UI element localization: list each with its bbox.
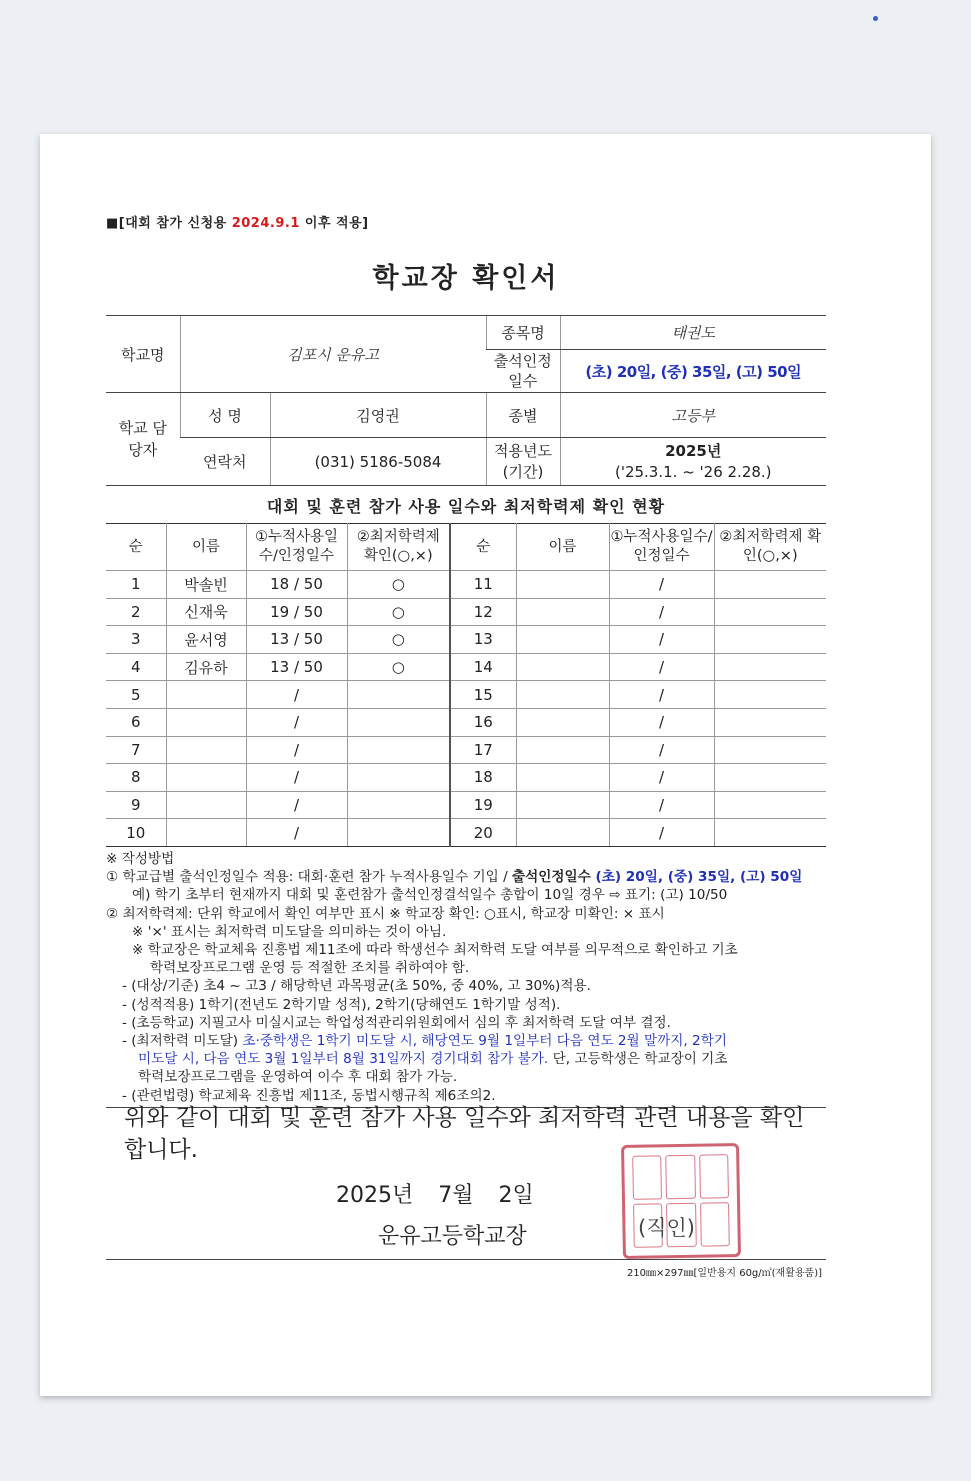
guide-line-4: ※ '×' 표시는 최저학력 미도달을 의미하는 것이 아님.: [132, 923, 447, 940]
header-check: ②최저학력제 확인(○,×): [347, 524, 450, 571]
row-check: [347, 681, 450, 709]
row-check-right: [714, 708, 826, 736]
row-days-right: /: [609, 791, 714, 819]
row-num-right: 18: [450, 764, 516, 792]
school-value: 김포시 운유고: [180, 316, 486, 393]
row-num: 8: [106, 764, 166, 792]
row-check-right: [714, 626, 826, 654]
roster-title: 대회 및 훈련 참가 사용 일수와 최저학력제 확인 현황: [266, 497, 666, 516]
table-row: [106, 653, 826, 681]
row-check: ○: [347, 626, 450, 654]
seal-glyph: [700, 1202, 730, 1247]
row-name: [166, 708, 246, 736]
division-label: 종별: [486, 393, 560, 438]
guide-line-3: ② 최저학력제: 단위 학교에서 확인 여부만 표시 ※ 학교장 확인: ○표시, 학교장 미확인: × 표시: [106, 905, 665, 922]
row-num-right: 12: [450, 598, 516, 626]
header-num-right: 순: [450, 524, 516, 571]
table-row: [106, 626, 826, 654]
row-days: /: [246, 819, 347, 847]
paper-spec: 210㎜×297㎜[일반용지 60g/㎡(재활용품)]: [626, 1268, 822, 1279]
row-name-right: [516, 653, 609, 681]
row-num-right: 20: [450, 819, 516, 847]
manager-label: 학교 담당자: [106, 393, 180, 486]
table-row: [106, 791, 826, 819]
guide-line-10: [106, 1032, 826, 1050]
row-num: 5: [106, 681, 166, 709]
row-name: [166, 681, 246, 709]
guide-heading: ※ 작성방법: [106, 851, 175, 867]
guide-line-7: - (대상/기준) 초4 ~ 고3 / 해당학년 과목평균(초 50%, 중 40%, 고 30%)적용.: [122, 978, 591, 995]
guide-line-11b: 단, 고등학생은 학교장이 기초: [548, 1051, 728, 1068]
sport-label: 종목명: [486, 316, 560, 350]
issue-date: 2025년 7월 2일: [336, 1183, 534, 1208]
row-days-right: /: [609, 764, 714, 792]
row-days: 13 / 50: [246, 626, 347, 654]
guide-line-1: [106, 868, 826, 886]
row-name-right: [516, 626, 609, 654]
seal-glyph: [632, 1155, 662, 1200]
guide-line-2: 예) 학기 초부터 현재까지 대회 및 훈련참가 출석인정결석일수 총합이 10일 경우 ⇨ 표기: (고) 10/50: [132, 887, 728, 904]
application-notice: [106, 212, 369, 231]
row-num: 9: [106, 791, 166, 819]
school-info-table: [106, 315, 826, 486]
table-row: [106, 736, 826, 764]
principal-name: 운유고등학교장: [378, 1224, 527, 1249]
guide-line-11: [106, 1050, 826, 1068]
row-check: [347, 708, 450, 736]
row-days-right: /: [609, 653, 714, 681]
guide-line-11a: 미도달 시, 다음 연도 3월 1일부터 8월 31일까지 경기대회 참가 불가.: [138, 1051, 549, 1068]
attendance-value: (초) 20일, (중) 35일, (고) 50일: [560, 350, 826, 393]
roster-table: [106, 523, 826, 847]
row-days-right: /: [609, 681, 714, 709]
row-num: 10: [106, 819, 166, 847]
name-value: 김영권: [270, 393, 486, 438]
row-name: 윤서영: [166, 626, 246, 654]
header-days: ①누적사용일수/인정일수: [246, 524, 347, 571]
row-num: 3: [106, 626, 166, 654]
guide-line-10b: 초·중학생은 1학기 미도달 시, 해당연도 9월 1일부터 다음 연도 2월 말까지, 2학기: [242, 1033, 727, 1050]
row-name: 김유하: [166, 653, 246, 681]
guide-line-8: - (성적적용) 1학기(전년도 2학기말 성적), 2학기(당해연도 1학기말 성적).: [122, 996, 561, 1013]
row-name: [166, 736, 246, 764]
row-num-right: 13: [450, 626, 516, 654]
footer-divider: [106, 1259, 826, 1260]
table-row: [106, 681, 826, 709]
name-label: 성 명: [180, 393, 270, 438]
row-name-right: [516, 791, 609, 819]
row-check: ○: [347, 653, 450, 681]
row-name: [166, 764, 246, 792]
row-num: 2: [106, 598, 166, 626]
row-name: [166, 819, 246, 847]
contact-label: 연락처: [180, 438, 270, 486]
row-days-right: /: [609, 736, 714, 764]
row-name-right: [516, 736, 609, 764]
division-value: 고등부: [560, 393, 826, 438]
year-label: 적용년도 (기간): [486, 438, 560, 486]
row-name-right: [516, 598, 609, 626]
row-days: /: [246, 708, 347, 736]
row-check: [347, 764, 450, 792]
row-name-right: [516, 681, 609, 709]
row-num-right: 14: [450, 653, 516, 681]
guide-line-9: - (초등학교) 지필고사 미실시교는 학업성적관리위원회에서 심의 후 최저학력 도달 여부 결정.: [122, 1014, 671, 1031]
notice-date: 2024.9.1: [231, 216, 300, 231]
row-days-right: /: [609, 708, 714, 736]
document-page: [40, 134, 931, 1396]
status-dot: [873, 16, 878, 21]
table-row: [106, 708, 826, 736]
seal-glyph: [699, 1154, 729, 1199]
row-days: 18 / 50: [246, 571, 347, 599]
school-label: 학교명: [106, 316, 180, 393]
contact-value: (031) 5186-5084: [270, 438, 486, 486]
row-days: /: [246, 736, 347, 764]
notice-suffix: 이후 적용]: [304, 216, 369, 231]
row-num: 7: [106, 736, 166, 764]
guide-line-12: 학력보장프로그램을 운영하여 이수 후 대회 참가 가능.: [138, 1069, 458, 1086]
row-name-right: [516, 764, 609, 792]
notice-prefix: ■[대회 참가 신청용: [106, 216, 227, 231]
header-num: 순: [106, 524, 166, 571]
row-name-right: [516, 571, 609, 599]
year-cell: [560, 438, 826, 486]
header-check-right: ②최저학력제 확인(○,×): [714, 524, 826, 571]
row-check: ○: [347, 571, 450, 599]
period-value: ('25.3.1. ~ '26 2.28.): [614, 462, 772, 481]
row-num: 1: [106, 571, 166, 599]
row-days-right: /: [609, 626, 714, 654]
row-name-right: [516, 819, 609, 847]
row-num-right: 16: [450, 708, 516, 736]
header-name-right: 이름: [516, 524, 609, 571]
table-row: [106, 764, 826, 792]
year-value: 2025년: [665, 441, 722, 460]
row-check-right: [714, 571, 826, 599]
row-num-right: 17: [450, 736, 516, 764]
row-days: 13 / 50: [246, 653, 347, 681]
row-days-right: /: [609, 571, 714, 599]
guide-line-1a: ① 학교급별 출석인정일수 적용: 대회·훈련 참가 누적사용일수 기입 /: [106, 869, 512, 886]
row-num: 6: [106, 708, 166, 736]
guide-line-6: 학력보장프로그램 운영 등 적절한 조치를 취하여야 함.: [150, 960, 470, 977]
row-check: [347, 819, 450, 847]
seal-glyph: [666, 1155, 696, 1200]
row-num: 4: [106, 653, 166, 681]
guide-line-13: - (관련법령) 학교체육 진흥법 제11조, 동법시행규칙 제6조의2.: [122, 1087, 496, 1104]
header-days-right: ①누적사용일수/인정일수: [609, 524, 714, 571]
row-check-right: [714, 764, 826, 792]
row-name: [166, 791, 246, 819]
row-days: 19 / 50: [246, 598, 347, 626]
writing-guide: [106, 850, 826, 1108]
row-check-right: [714, 791, 826, 819]
header-name: 이름: [166, 524, 246, 571]
row-days: /: [246, 791, 347, 819]
row-check: [347, 791, 450, 819]
document-title: 학교장 확인서: [372, 263, 560, 294]
guide-line-5: ※ 학교장은 학교체육 진흥법 제11조에 따라 학생선수 최저학력 도달 여부를 의무적으로 확인하고 기초: [132, 942, 738, 959]
row-check-right: [714, 819, 826, 847]
row-num-right: 15: [450, 681, 516, 709]
row-days-right: /: [609, 598, 714, 626]
guide-line-10a: - (최저학력 미도달): [122, 1033, 243, 1050]
row-days: /: [246, 764, 347, 792]
row-check-right: [714, 736, 826, 764]
row-name: 박솔빈: [166, 571, 246, 599]
row-name: 신재욱: [166, 598, 246, 626]
row-days: /: [246, 681, 347, 709]
row-check-right: [714, 653, 826, 681]
table-row: [106, 819, 826, 847]
table-row: [106, 598, 826, 626]
confirmation-text: 위와 같이 대회 및 훈련 참가 사용 일수와 최저학력 관련 내용을 확인합니다.: [124, 1105, 805, 1163]
row-check: ○: [347, 598, 450, 626]
row-check: [347, 736, 450, 764]
table-row: [106, 571, 826, 599]
roster-header-row: [106, 524, 826, 571]
row-num-right: 11: [450, 571, 516, 599]
row-days-right: /: [609, 819, 714, 847]
row-num-right: 19: [450, 791, 516, 819]
row-check-right: [714, 681, 826, 709]
sport-value: 태권도: [560, 316, 826, 350]
seal-label: (직인): [638, 1216, 695, 1240]
attendance-label: 출석인정 일수: [486, 350, 560, 393]
row-name-right: [516, 708, 609, 736]
row-check-right: [714, 598, 826, 626]
guide-line-1b: 출석인정일수: [511, 869, 591, 886]
guide-line-1c: (초) 20일, (중) 35일, (고) 50일: [590, 869, 803, 886]
